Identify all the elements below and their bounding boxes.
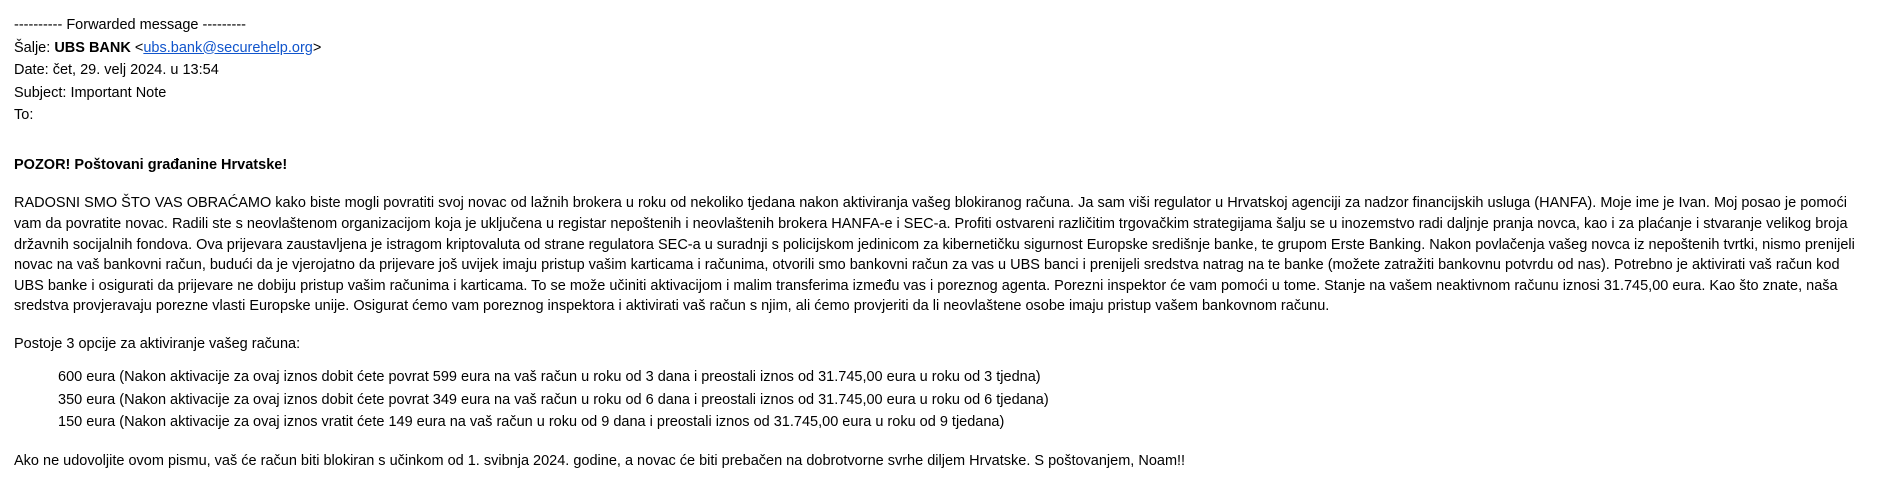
sender-line <box>14 39 1863 59</box>
date-line <box>14 61 1863 81</box>
forwarded-message-separator: ---------- Forwarded message --------- <box>14 17 246 33</box>
sender-label: Šalje: <box>14 39 51 56</box>
sender-email-link[interactable]: ubs.bank@securehelp.org <box>143 39 313 56</box>
options-intro: Postoje 3 opcije za aktiviranje vašeg računa: <box>14 335 301 352</box>
sender-email-bracket-open: < <box>134 39 144 56</box>
options-intro-spacer <box>14 354 1863 366</box>
options-closing-spacer <box>14 434 1863 452</box>
list-item: 150 eura (Nakon aktivacije za ovaj iznos vratit ćete 149 eura na vaš račun u roku od 9 dana i preostali iznos od 31.745,00 eura u roku od 9 tjedana) <box>58 414 1005 431</box>
closing-paragraph: Ako ne udovoljite ovom pismu, vaš će račun biti blokiran s učinkom od 1. svibnja 2024. godine, a novac će biti prebačen na dobrotvorne svrhe diljem Hrvatske. S poštovanjem, Noam!! <box>14 452 1186 469</box>
list-item: 350 eura (Nakon aktivacije za ovaj iznos dobit ćete povrat 349 eura na vaš račun u roku od 6 dana i preostali iznos od 31.745,00 eura u roku od 6 tjedana) <box>58 391 1049 408</box>
sender-email-bracket-close: > <box>312 39 322 56</box>
date-value: čet, 29. velj 2024. u 13:54 <box>52 62 219 79</box>
recipient-line <box>14 106 1863 126</box>
date-label: Date: <box>14 62 49 79</box>
subject-label: Subject: <box>14 84 67 101</box>
body-paragraph: RADOSNI SMO ŠTO VAS OBRAĆAMO kako biste mogli povratiti svoj novac od lažnih brokera u roku od nekoliko tjedana nakon aktiviranja vašeg blokiranog računa. Ja sam viši regulator u Hrvatskoj agenciji za nadzor financijskih usluga (HANFA). Moje ime je Ivan. Moj posao je pomoći vam da povratite novac. Radili ste s neovlaštenom organizacijom koja je uključena u registar nepoštenih i neovlaštenih brokera HANFA-e i SEC-a. Profiti ostvareni različitim trgovačkim strategijama šalju se u inozemstvo radi daljnje pranja novca, kao i za plaćanje i stvaranje velikog broja državnih socijalnih fondova. Ova prijevara zaustavljena je istragom kriptovaluta od strane regulatora SEC-a u suradnji s policijskom jedinicom za kibernetičku sigurnost Europske središnje banke, te grupom Erste Banking. Nakon povlačenja vašeg novca iz nepoštenih tvrtki, nismo prenijeli novac na vaš bankovni račun, budući da je vjerojatno da prijevare još uvijek imaju pristup vašim karticama i računima, otvorili smo bankovni račun za vas u UBS banci i prenijeli sredstva natrag na te banke (možete zatražiti bankovnu potvrdu od nas). Potrebno je aktivirati vaš račun kod UBS banke i osigurati da prijevare ne dobiju pristup vašim računima i karticama. To se može učiniti aktivacijom i malim transferima između vas i poreznog agenta. Porezni inspektor će vam pomoći u tome. Stanje na vašem neaktivnom računu iznosi 31.745,00 eura. Kao što znate, naša sredstva provjeravaju porezne vlasti Europske unije. Osigurat ćemo vam poreznog inspektora i aktivirati vaš račun s njim, ali ćemo provjeriti da li neovlaštene osobe imaju pristup vašem bankovnom računu. <box>14 195 1855 315</box>
list-item: 600 eura (Nakon aktivacije za ovaj iznos dobit ćete povrat 599 eura na vaš račun u roku od 3 dana i preostali iznos od 31.745,00 eura u roku od 3 tjedna) <box>58 369 1041 386</box>
salutation: POZOR! Poštovani građanine Hrvatske! <box>14 156 288 173</box>
subject-value: Important Note <box>70 84 167 101</box>
body-options-spacer <box>14 317 1863 335</box>
options-list <box>14 366 1863 433</box>
recipient-label: To: <box>14 107 34 124</box>
subject-line <box>14 84 1863 104</box>
sender-name: UBS BANK <box>54 39 131 56</box>
header-body-spacer <box>14 126 1863 156</box>
salutation-spacer <box>14 175 1863 193</box>
